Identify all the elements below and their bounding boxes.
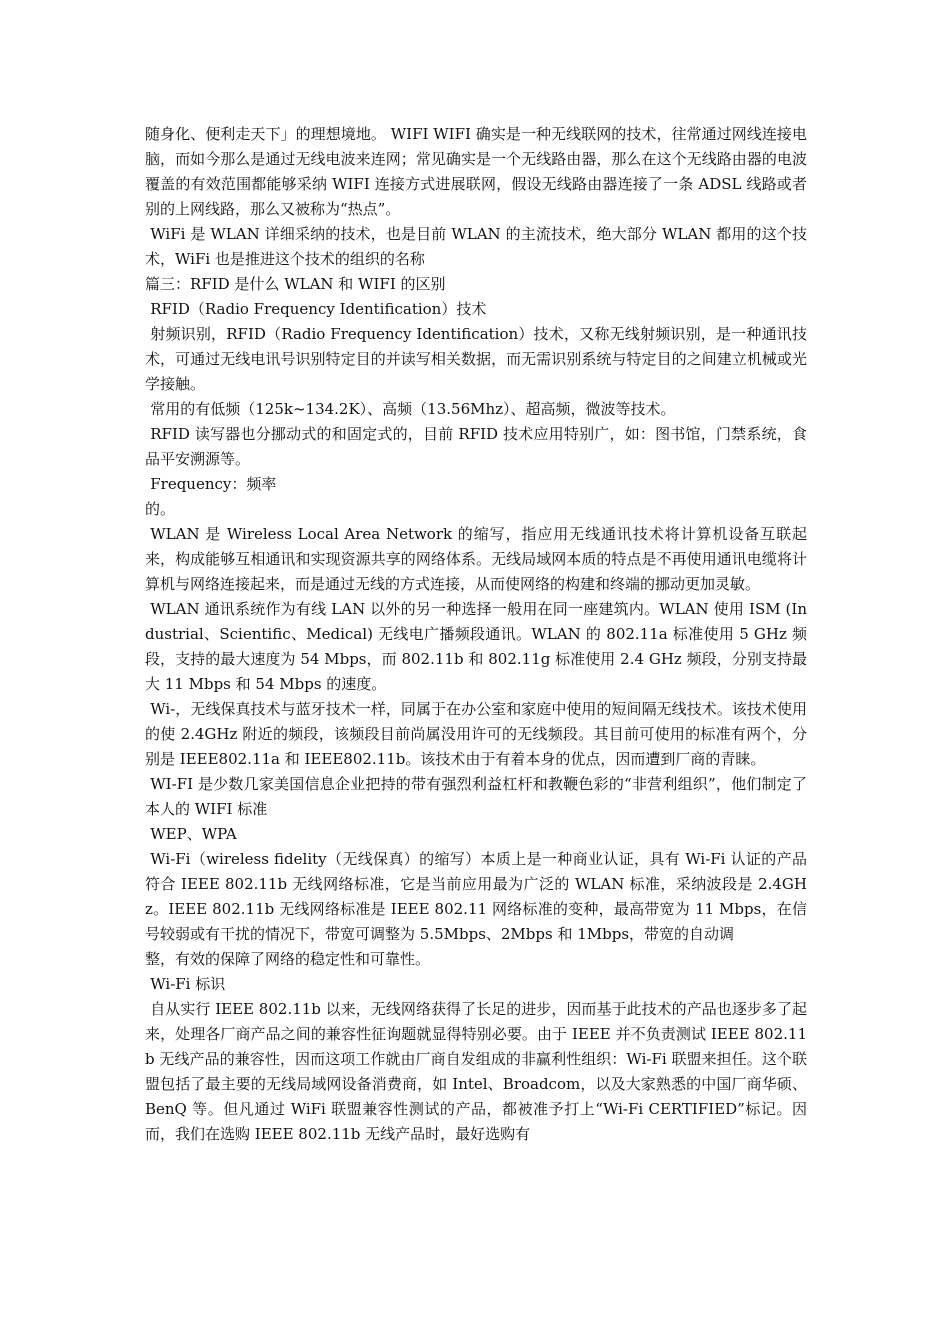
paragraph-13: WI-FI 是少数几家美国信息企业把持的带有强烈利益杠杆和教鞭色彩的“非营利组织”，他们制定了本人的 WIFI 标准 <box>145 775 807 818</box>
section-heading: 篇三：RFID 是什么 WLAN 和 WIFI 的区别 <box>145 275 446 293</box>
paragraph-4: RFID（Radio Frequency Identification）技术 <box>150 300 487 318</box>
paragraph-6: 常用的有低频（125k~134.2K）、高频（13.56Mhz）、超高频，微波等技术。 <box>150 400 676 418</box>
paragraph-15: Wi-Fi（wireless fidelity（无线保真）的缩写）本质上是一种商业认证，具有 Wi-Fi 认证的产品符合 IEEE 802.11b 无线网络标准，它是当前应用最为广泛的 WLAN 标准，采纳波段是 2.4GHz。IEEE 802.11b 无线网络标准是 IEEE 802.11 网络标准的变种，最高带宽为 11 Mbps，在信号较弱或有干扰的情况下，带宽可调整为 5.5Mbps、2Mbps 和 1Mbps，带宽的自动调 <box>145 850 807 943</box>
paragraph-12: Wi-，无线保真技术与蓝牙技术一样，同属于在办公室和家庭中使用的短间隔无线技术。该技术使用的使 2.4GHz 附近的频段，该频段目前尚属没用许可的无线频段。其目前可使用的标准有两个，分别是 IEEE802.11a 和 IEEE802.11b。该技术由于有着本身的优点，因而遭到厂商的青睐。 <box>145 700 807 768</box>
paragraph-10: WLAN 是 Wireless Local Area Network 的缩写，指应用无线通讯技术将计算机设备互联起来，构成能够互相通讯和实现资源共享的网络体系。无线局域网本质的特点是不再使用通讯电缆将计算机与网络连接起来，而是通过无线的方式连接，从而使网络的构建和终端的挪动更加灵敏。 <box>145 525 807 593</box>
paragraph-9: 的。 <box>145 500 176 518</box>
paragraph-7: RFID 读写器也分挪动式的和固定式的，目前 RFID 技术应用特别广，如：图书馆，门禁系统，食品平安溯源等。 <box>145 425 807 468</box>
paragraph-5: 射频识别，RFID（Radio Frequency Identification）技术，又称无线射频识别，是一种通讯技术，可通过无线电讯号识别特定目的并读写相关数据，而无需识别系统与特定目的之间建立机械或光学接触。 <box>145 325 807 393</box>
paragraph-11: WLAN 通讯系统作为有线 LAN 以外的另一种选择一般用在同一座建筑内。WLAN 使用 ISM (Industrial、Scientific、Medical) 无线电广播频段通讯。WLAN 的 802.11a 标准使用 5 GHz 频段，支持的最大速度为 54 Mbps，而 802.11b 和 802.11g 标准使用 2.4 GHz 频段，分别支持最大 11 Mbps 和 54 Mbps 的速度。 <box>145 600 807 693</box>
paragraph-18: 自从实行 IEEE 802.11b 以来，无线网络获得了长足的进步，因而基于此技术的产品也逐步多了起来，处理各厂商产品之间的兼容性征询题就显得特别必要。由于 IEEE 并不负责测试 IEEE 802.11b 无线产品的兼容性，因而这项工作就由厂商自发组成的非赢利性组织：Wi-Fi 联盟来担任。这个联盟包括了最主要的无线局域网设备消费商，如 Intel、Broadcom，以及大家熟悉的中国厂商华硕、BenQ 等。但凡通过 WiFi 联盟兼容性测试的产品，都被准予打上“Wi-Fi CERTIFIED”标记。因而，我们在选购 IEEE 802.11b 无线产品时，最好选购有 <box>145 1000 807 1143</box>
paragraph-2: WiFi 是 WLAN 详细采纳的技术，也是目前 WLAN 的主流技术，绝大部分 WLAN 都用的这个技术，WiFi 也是推进这个技术的组织的名称 <box>145 225 807 268</box>
paragraph-14: WEP、WPA <box>150 825 237 843</box>
paragraph-17: Wi-Fi 标识 <box>150 975 226 993</box>
paragraph-16: 整，有效的保障了网络的稳定性和可靠性。 <box>145 950 431 968</box>
paragraph-8: Frequency：频率 <box>150 475 277 493</box>
paragraph-1: 随身化、便利走天下」的理想境地。 WIFI WIFI 确实是一种无线联网的技术，往常通过网线连接电脑，而如今那么是通过无线电波来连网；常见确实是一个无线路由器，那么在这个无线路由器的电波覆盖的有效范围都能够采纳 WIFI 连接方式进展联网，假设无线路由器连接了一条 ADSL 线路或者别的上网线路，那么又被称为“热点”。 <box>145 125 807 218</box>
document-page <box>145 122 807 1147</box>
